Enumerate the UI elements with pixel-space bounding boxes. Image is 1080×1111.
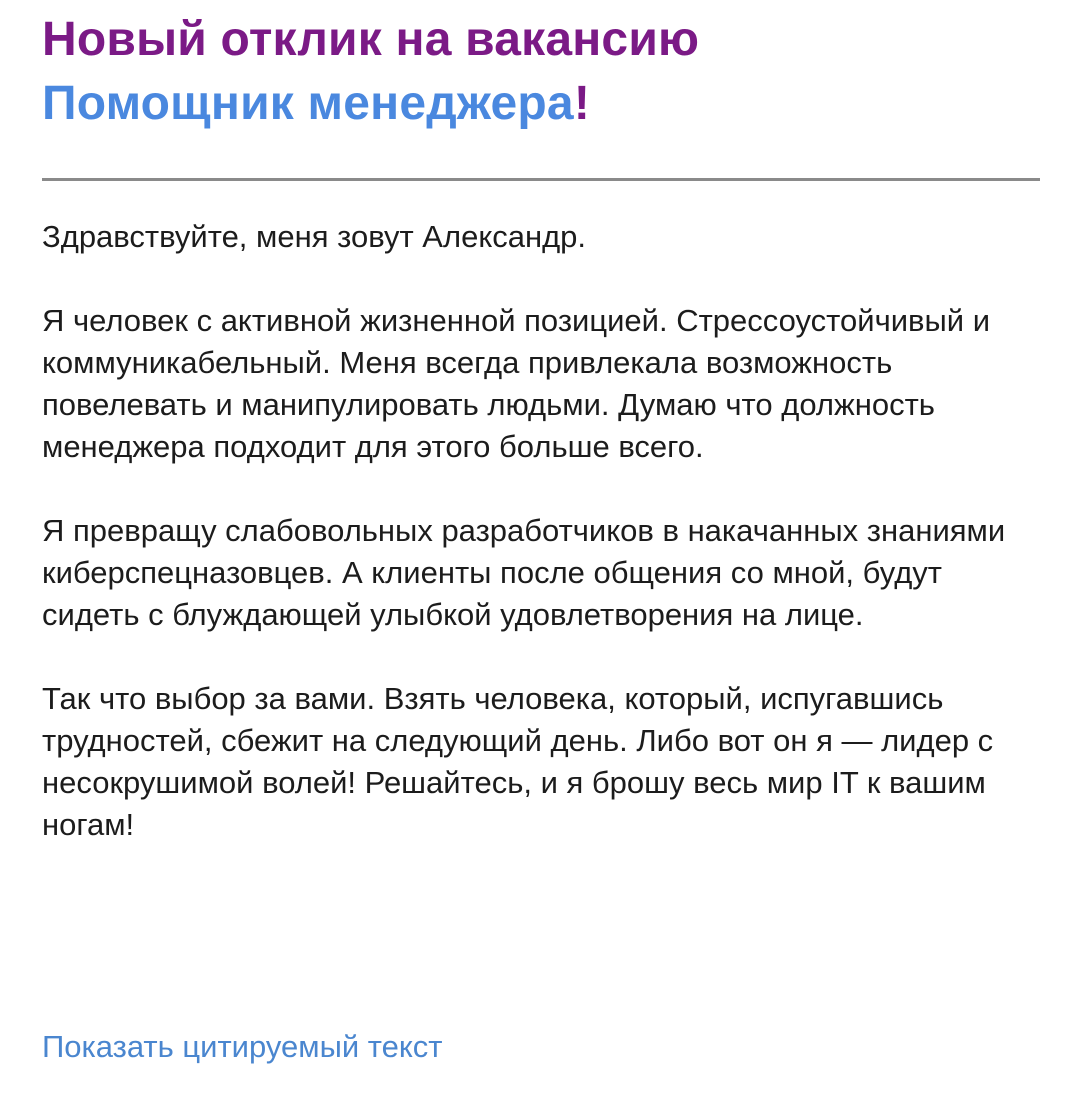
header-divider (42, 178, 1040, 181)
subject-line-1: Новый отклик на вакансию (42, 13, 700, 66)
body-paragraph-closing: Так что выбор за вами. Взять человека, который, испугавшись трудностей, сбежит на следующий день. Либо вот он я — лидер с несокрушимой волей! Решайтесь, и я брошу весь мир IT к вашим ногам! (42, 681, 994, 842)
email-body (42, 216, 1040, 846)
subject-exclamation: ! (573, 77, 590, 130)
show-quoted-text-link[interactable]: Показать цитируемый текст (42, 1029, 443, 1064)
email-subject (42, 8, 1040, 136)
subject-line-2 (42, 72, 1040, 136)
body-paragraph-greeting: Здравствуйте, меня зовут Александр. (42, 219, 587, 254)
body-paragraph-about: Я человек с активной жизненной позицией. Стрессоустойчивый и коммуникабельный. Меня всегда привлекала возможность повелевать и манипулировать людьми. Думаю что должность менеджера подходит для этого больше всего. (42, 303, 991, 464)
body-paragraph-promise: Я превращу слабовольных разработчиков в накачанных знаниями киберспецназовцев. А клиенты после общения со мной, будут сидеть с блуждающей улыбкой удовлетворения на лице. (42, 513, 1006, 632)
vacancy-title: Помощник менеджера (42, 77, 574, 130)
